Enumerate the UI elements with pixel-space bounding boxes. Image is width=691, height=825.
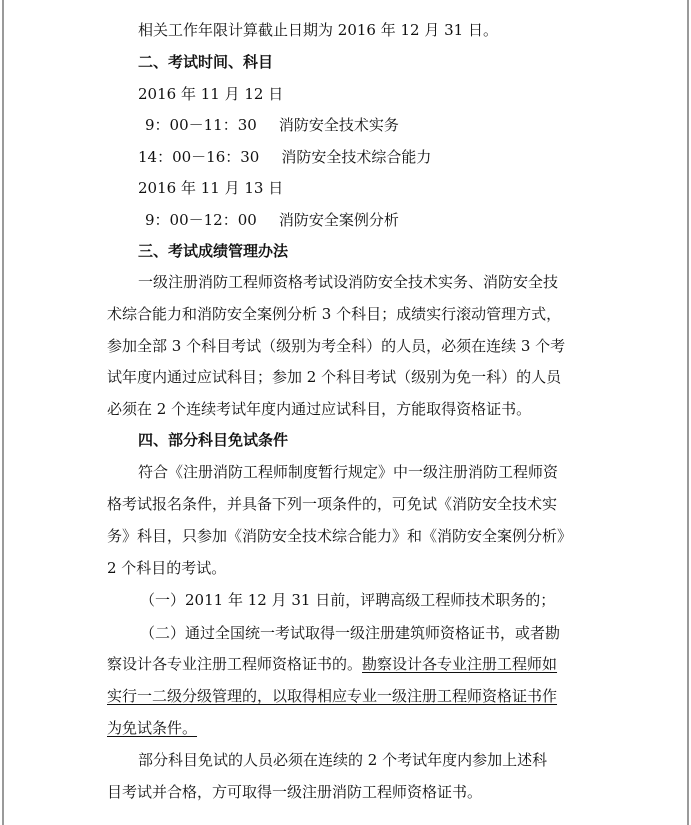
paragraph-line: 目考试并合格，方可取得一级注册消防工程师资格证书。: [107, 783, 483, 801]
paragraph-line: 必须在 2 个连续考试年度内通过应试科目，方能取得资格证书。: [107, 400, 532, 418]
schedule-subject: 消防安全技术实务: [278, 116, 399, 134]
schedule-subject: 消防安全案例分析: [278, 211, 399, 229]
schedule-subject: 消防安全技术综合能力: [281, 148, 432, 166]
underlined-text: 勘察设计各专业注册工程师如: [362, 655, 558, 673]
condition-2-line: [107, 654, 557, 674]
paragraph-line: 符合《注册消防工程师制度暂行规定》中一级注册消防工程师资: [138, 463, 559, 481]
schedule-time: 9：00－12：00: [145, 211, 257, 229]
schedule-time: 14：00－16：30: [138, 148, 260, 166]
paragraph-line: 格考试报名条件，并具备下列一项条件的，可免试《消防安全技术实: [107, 495, 558, 513]
exam-date-1: 2016 年 11 月 12 日: [138, 85, 284, 103]
paragraph-line: 术综合能力和消防安全案例分析 3 个科目；成绩实行滚动管理方式，: [107, 305, 562, 323]
schedule-row-2: [138, 147, 588, 167]
condition-1: （一）2011 年 12 月 31 日前，评聘高级工程师技术职务的；: [140, 591, 556, 609]
section-heading-3: 三、考试成绩管理办法: [138, 242, 289, 260]
section-heading-2: 二、考试时间、科目: [138, 53, 274, 71]
paragraph-line: 务》科目，只参加《消防安全技术综合能力》和《消防安全案例分析》: [107, 527, 573, 545]
underlined-text: 实行一二级分级管理的，以取得相应专业一级注册工程师资格证书作: [107, 687, 558, 705]
exam-date-2: 2016 年 11 月 13 日: [138, 179, 284, 197]
text-line: 相关工作年限计算截止日期为 2016 年 12 月 31 日。: [138, 21, 498, 39]
paragraph-line: 一级注册消防工程师资格考试设消防安全技术实务、消防安全技: [138, 273, 559, 291]
condition-2-line: （二）通过全国统一考试取得一级注册建筑师资格证书，或者勘: [140, 624, 561, 642]
schedule-time: 9：00－11：30: [145, 116, 257, 134]
section-heading-4: 四、部分科目免试条件: [138, 431, 289, 449]
paragraph-line: 2 个科目的考试。: [107, 559, 227, 577]
condition-text: 察设计各专业注册工程师资格证书的。: [107, 655, 363, 673]
paragraph-line: 试年度内通过应试科目；参加 2 个科目考试（级别为免一科）的人员: [107, 368, 562, 386]
schedule-row-3: [145, 210, 595, 230]
schedule-row-1: [145, 115, 595, 135]
underlined-text: 为免试条件。: [107, 719, 198, 737]
paragraph-line: 部分科目免试的人员必须在连续的 2 个考试年度内参加上述科: [138, 751, 548, 769]
paragraph-line: 参加全部 3 个科目考试（级别为考全科）的人员，必须在连续 3 个考: [107, 337, 566, 355]
